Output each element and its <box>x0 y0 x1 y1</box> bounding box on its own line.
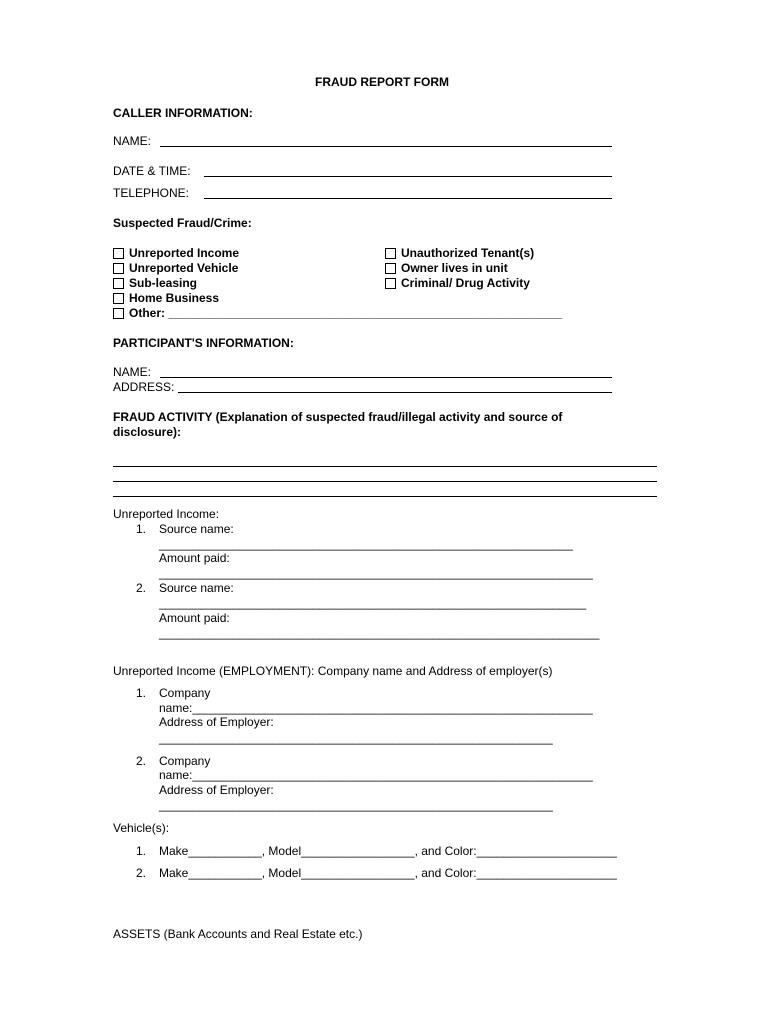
employment-1-name-field[interactable]: name:____________________________________________________________ <box>159 701 593 715</box>
checkbox-sub-leasing[interactable] <box>113 278 124 289</box>
label-unreported-income: Unreported Income <box>129 246 240 260</box>
employment-1-address-field[interactable]: ___________________________________________________________ <box>159 731 553 745</box>
label-unreported-vehicle: Unreported Vehicle <box>129 261 239 275</box>
income-1-amount-field[interactable]: _________________________________________________________________ <box>159 566 593 580</box>
income-2-amount-field[interactable]: __________________________________________________________________ <box>159 626 600 640</box>
checkbox-other[interactable] <box>113 308 124 319</box>
participant-address-label: ADDRESS: <box>113 380 175 394</box>
participant-name-label: NAME: <box>113 365 152 379</box>
employment-2-number: 2. <box>136 754 147 768</box>
caller-name-label: NAME: <box>113 134 152 148</box>
checkbox-owner-lives-in-unit[interactable] <box>385 263 396 274</box>
form-title: FRAUD REPORT FORM <box>315 75 449 89</box>
label-other: Other: ___________________________________________________________ <box>129 306 563 320</box>
suspected-heading: Suspected Fraud/Crime: <box>113 216 252 230</box>
unreported-income-heading: Unreported Income: <box>113 507 220 521</box>
employment-2-company-label: Company <box>159 754 211 768</box>
fraud-activity-line-3[interactable] <box>113 496 657 497</box>
assets-heading: ASSETS (Bank Accounts and Real Estate etc.) <box>113 927 363 941</box>
income-1-source-label: Source name: <box>159 522 234 536</box>
label-owner-lives-in-unit: Owner lives in unit <box>401 261 508 275</box>
income-1-source-field[interactable]: ______________________________________________________________ <box>159 537 573 551</box>
label-unauthorized-tenant: Unauthorized Tenant(s) <box>401 246 535 260</box>
caller-telephone-field[interactable] <box>204 198 612 199</box>
fraud-activity-line-1[interactable] <box>113 466 657 467</box>
checkbox-criminal-drug-activity[interactable] <box>385 278 396 289</box>
employment-heading: Unreported Income (EMPLOYMENT): Company name and Address of employer(s) <box>113 664 553 678</box>
caller-telephone-label: TELEPHONE: <box>113 186 190 200</box>
employment-2-name-field[interactable]: name:____________________________________________________________ <box>159 768 593 782</box>
employment-2-address-label: Address of Employer: <box>159 783 274 797</box>
income-2-source-field[interactable]: ________________________________________________________________ <box>159 596 587 610</box>
income-1-amount-label: Amount paid: <box>159 551 230 565</box>
fraud-activity-heading-line2: disclosure): <box>113 425 182 439</box>
checkbox-unreported-income[interactable] <box>113 248 124 259</box>
vehicle-1-fields[interactable]: Make___________, Model_________________, and Color:_____________________ <box>159 844 617 858</box>
employment-1-address-label: Address of Employer: <box>159 715 274 729</box>
vehicles-heading: Vehicle(s): <box>113 821 170 835</box>
income-2-amount-label: Amount paid: <box>159 611 230 625</box>
caller-name-field[interactable] <box>160 146 612 147</box>
employment-2-address-field[interactable]: ___________________________________________________________ <box>159 798 553 812</box>
vehicle-2-fields[interactable]: Make___________, Model_________________, and Color:_____________________ <box>159 866 617 880</box>
income-2-source-label: Source name: <box>159 581 234 595</box>
caller-heading: CALLER INFORMATION: <box>113 106 253 120</box>
fraud-activity-line-2[interactable] <box>113 481 657 482</box>
income-1-number: 1. <box>136 522 147 536</box>
fraud-activity-heading-line1: FRAUD ACTIVITY (Explanation of suspected fraud/illegal activity and source of <box>113 410 563 424</box>
vehicle-2-number: 2. <box>136 866 147 880</box>
checkbox-unauthorized-tenant[interactable] <box>385 248 396 259</box>
employment-1-company-label: Company <box>159 686 211 700</box>
label-home-business: Home Business <box>129 291 220 305</box>
checkbox-home-business[interactable] <box>113 293 124 304</box>
participant-heading: PARTICIPANT'S INFORMATION: <box>113 336 294 350</box>
participant-address-field[interactable] <box>178 392 612 393</box>
caller-date-time-label: DATE & TIME: <box>113 164 191 178</box>
checkbox-unreported-vehicle[interactable] <box>113 263 124 274</box>
label-criminal-drug-activity: Criminal/ Drug Activity <box>401 276 530 290</box>
label-sub-leasing: Sub-leasing <box>129 276 198 290</box>
income-2-number: 2. <box>136 581 147 595</box>
participant-name-field[interactable] <box>160 377 612 378</box>
caller-date-time-field[interactable] <box>204 176 612 177</box>
employment-1-number: 1. <box>136 686 147 700</box>
vehicle-1-number: 1. <box>136 844 147 858</box>
